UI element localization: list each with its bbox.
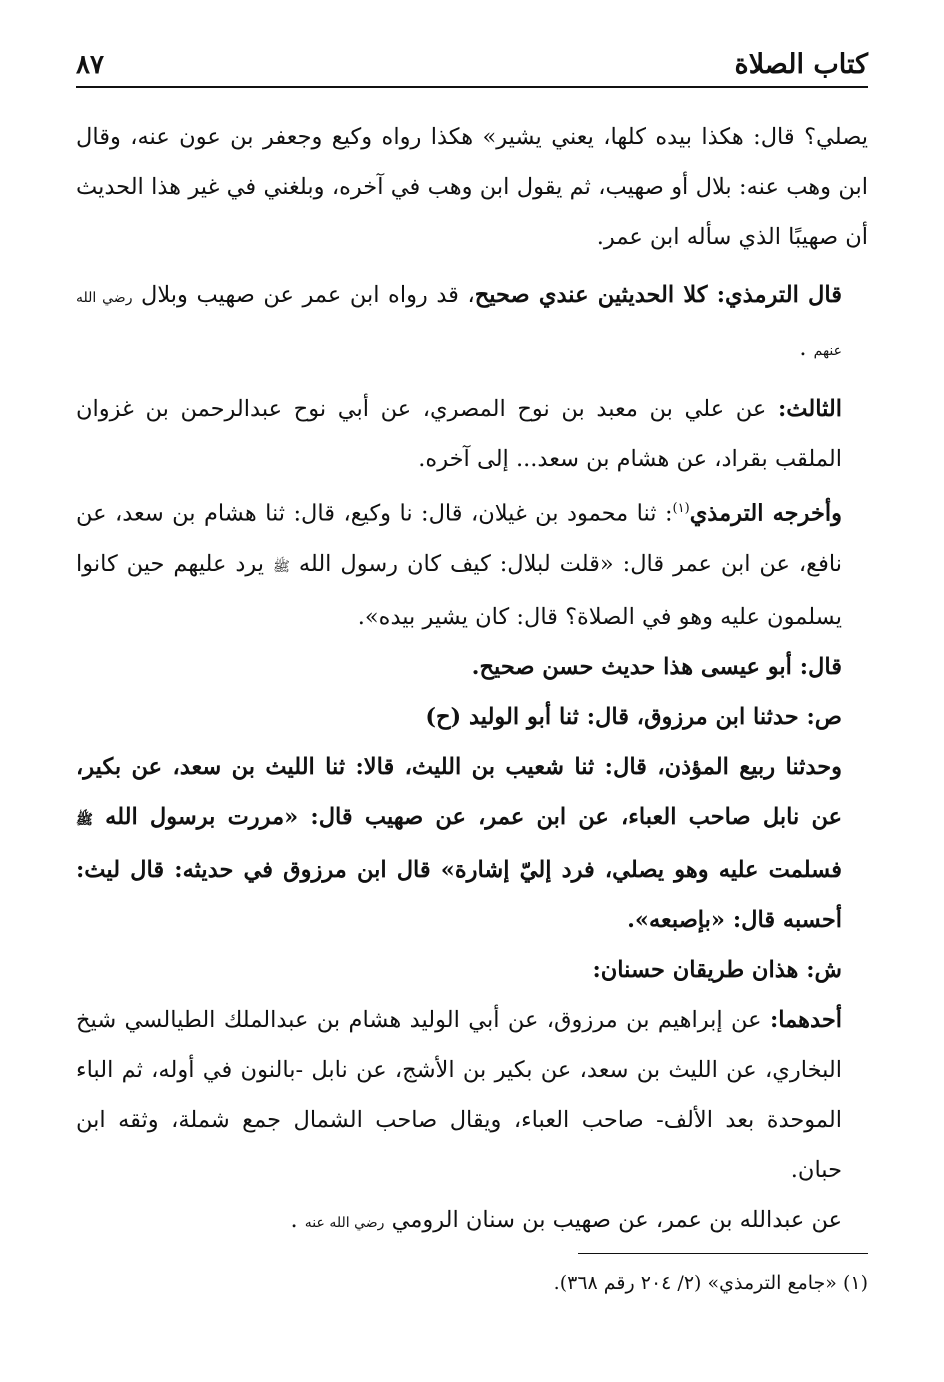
page-number: ٨٧ (76, 50, 104, 80)
paragraph-10-text: عن عبدالله بن عمر، عن صهيب بن سنان الرومي (391, 1206, 842, 1233)
paragraph-7-text: وحدثنا ربيع المؤذن، قال: ثنا شعيب بن الليث، قالا: ثنا الليث بن سعد، عن بكير، عن نابل صاحب العباء، عن ابن عمر، عن صهيب قال: «مررت برسول الله (76, 753, 842, 830)
paragraph-9 (76, 995, 868, 1195)
running-title: كتاب الصلاة (734, 49, 868, 80)
honorific-glyph: رضي الله عنهم (76, 290, 842, 359)
paragraph-2-text: ، قد رواه ابن عمر عن صهيب وبلال (141, 282, 475, 308)
paragraph-8: ش: هذان طريقان حسنان: (592, 956, 842, 983)
third-route-label: الثالث: (777, 396, 842, 422)
paragraph-7-text-2: فسلمت عليه وهو يصلي، فرد إليّ إشارة» قال ابن مرزوق في حديثه: قال ليث: أحسبه قال: «بإصبعه». (76, 856, 842, 933)
tirmidhi-source: وأخرجه الترمذي (689, 500, 842, 527)
paragraph-3-text: عن علي بن معبد بن نوح المصري، عن أبي نوح عبدالرحمن بن غزوان الملقب بقراد، عن هشام بن سعد... إلى آخره. (76, 396, 842, 472)
footnote-divider (578, 1253, 868, 1254)
first-route-label: أحدهما: (769, 1006, 842, 1033)
paragraph-2 (76, 270, 868, 376)
paragraph-4 (76, 484, 868, 642)
paragraph-4-text-2: يرد عليهم حين كانوا يسلمون عليه وهو في الصلاة؟ قال: كان يشير بيده». (76, 550, 842, 630)
paragraph-4-text: : ثنا محمود بن غيلان، قال: نا وكيع، قال: ثنا هشام بن سعد، عن نافع، عن ابن عمر قال: «قلت لبلال: كيف كان رسول الله (76, 500, 843, 577)
paragraph-10 (76, 1195, 868, 1248)
footnote: (١) «جامع الترمذي» (٢/ ٢٠٤ رقم ٣٦٨). (553, 1272, 868, 1294)
tirmidhi-verdict: قال الترمذي: كلا الحديثين عندي صحيح (474, 282, 843, 308)
footnote-marker[interactable]: (١) (672, 501, 690, 516)
salutation-glyph: ﷺ (76, 811, 93, 828)
paragraph-2-end: . (799, 335, 807, 361)
paragraph-6: ص: حدثنا ابن مرزوق، قال: ثنا أبو الوليد (ح) (425, 703, 842, 730)
paragraph-3 (76, 384, 868, 484)
page-body (76, 112, 868, 1248)
paragraph-9-text: عن إبراهيم بن مرزوق، عن أبي الوليد هشام بن عبدالملك الطيالسي شيخ البخاري، عن الليث بن سعد، عن بكير بن الأشج، عن نابل -بالنون في أوله، ثم الباء الموحدة بعد الألف- صاحب العباء، ويقال صاحب الشمال جمع شملة، وثقه ابن حبان. (76, 1006, 842, 1183)
salutation-glyph: ﷺ (272, 558, 290, 575)
paragraph-7 (76, 742, 868, 945)
page-header (76, 38, 868, 88)
paragraph-10-end: . (290, 1206, 298, 1233)
honorific-glyph: رضي الله عنه (304, 1214, 385, 1231)
paragraph-1: يصلي؟ قال: هكذا بيده كلها، يعني يشير» هكذا رواه وكيع وجعفر بن عون عنه، وقال ابن وهب عنه: بلال أو صهيب، ثم يقول ابن وهب في آخره، وبلغني في غير هذا الحديث أن صهيبًا الذي سأله ابن عمر. (76, 124, 868, 250)
paragraph-5: قال: أبو عيسى هذا حديث حسن صحيح. (471, 653, 842, 680)
